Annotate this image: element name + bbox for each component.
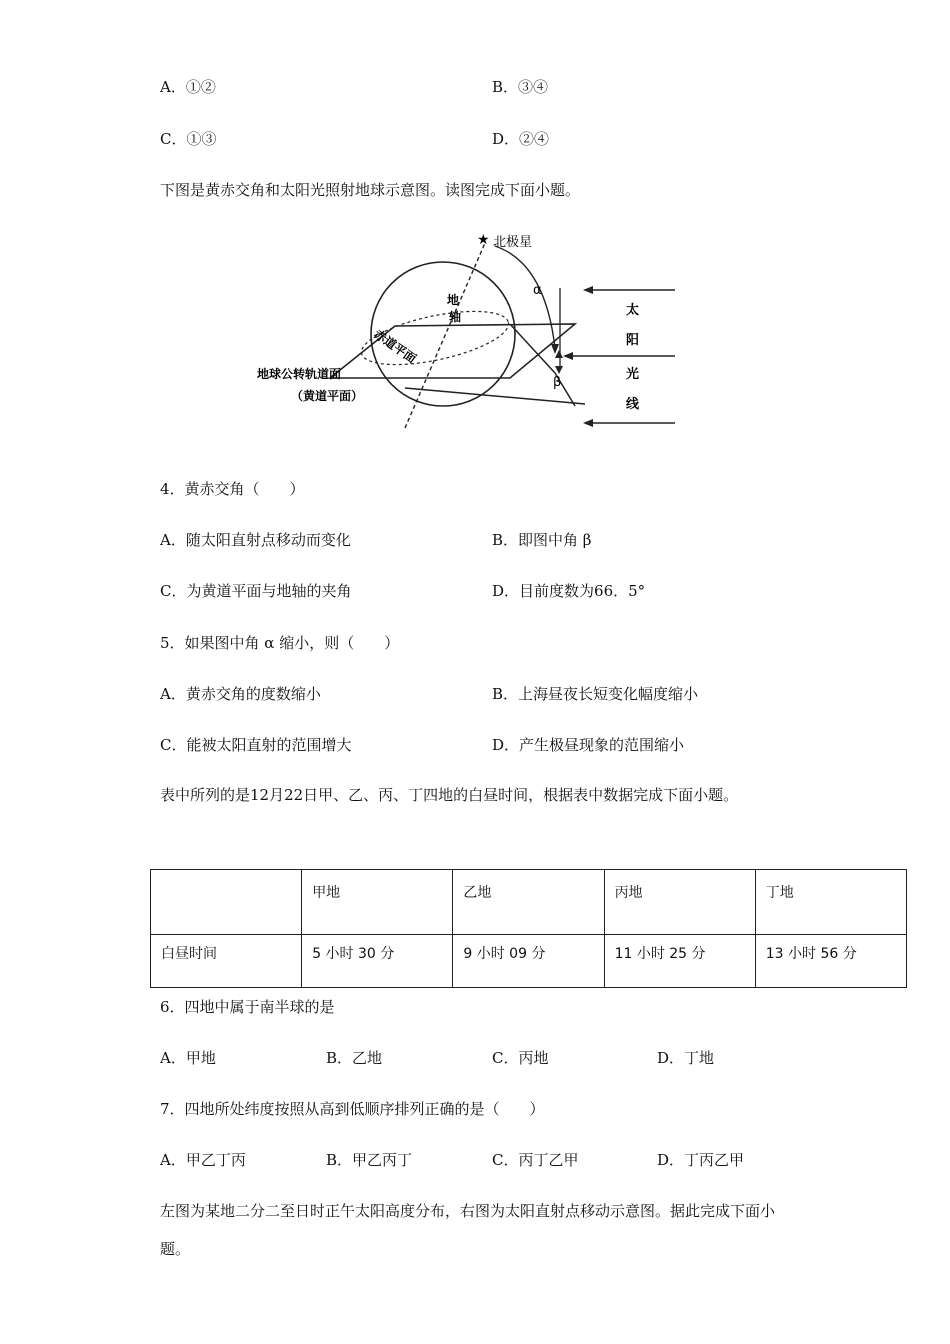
table-header-ding: 丁地 <box>755 870 906 935</box>
q4-option-d[interactable]: D．目前度数为66．5° <box>492 582 646 600</box>
axis-label-2: 轴 <box>449 310 462 324</box>
q6-option-b[interactable]: B．乙地 <box>326 1049 383 1067</box>
ecliptic-plane-label: （黄道平面） <box>291 389 364 403</box>
q4-stem: 4．黄赤交角（ ） <box>160 480 305 498</box>
table-header-row <box>151 870 907 935</box>
table-row-label: 白昼时间 <box>151 935 302 988</box>
table-cell-bing: 11 小时 25 分 <box>604 935 755 988</box>
intro-figure-text: 下图是黄赤交角和太阳光照射地球示意图。读图完成下面小题。 <box>160 181 581 199</box>
q4-option-b[interactable]: B．即图中角 β <box>492 531 592 549</box>
table-cell-yi: 9 小时 09 分 <box>453 935 604 988</box>
q6-option-a[interactable]: A．甲地 <box>160 1049 216 1067</box>
daylight-table <box>150 869 907 988</box>
q4-options-row-2 <box>160 580 800 604</box>
north-star-label: 北极星 <box>493 235 533 250</box>
q5-option-d[interactable]: D．产生极昼现象的范围缩小 <box>492 736 685 754</box>
table-header-jia: 甲地 <box>302 870 453 935</box>
q7-option-b[interactable]: B．甲乙丙丁 <box>326 1151 413 1169</box>
q5-option-b[interactable]: B．上海昼夜长短变化幅度缩小 <box>492 685 699 703</box>
ecliptic-plane-shape <box>330 324 575 378</box>
q6-options-row <box>160 1047 800 1071</box>
obliquity-diagram <box>255 228 685 438</box>
sunlight-char-1: 太 <box>626 303 640 318</box>
q5-stem: 5．如果图中角 α 缩小，则（ ） <box>160 634 400 652</box>
q5-option-a[interactable]: A．黄赤交角的度数缩小 <box>160 685 321 703</box>
sunlight-char-2: 阳 <box>626 333 640 348</box>
q7-option-a[interactable]: A．甲乙丁丙 <box>160 1151 246 1169</box>
intro-next-text: 左图为某地二分二至日时正午太阳高度分布，右图为太阳直射点移动示意图。据此完成下面小题。 <box>160 1202 776 1258</box>
q5-options-row-1 <box>160 683 800 707</box>
q7-options-row <box>160 1149 800 1173</box>
option-c[interactable]: C．①③ <box>160 130 217 148</box>
q6-option-c[interactable]: C．丙地 <box>492 1049 549 1067</box>
q7-option-d[interactable]: D．丁丙乙甲 <box>657 1151 745 1169</box>
q6-option-d[interactable]: D．丁地 <box>657 1049 715 1067</box>
table-header-empty <box>151 870 302 935</box>
table-header-yi: 乙地 <box>453 870 604 935</box>
q4-options-row-1 <box>160 529 800 553</box>
earth-circle <box>371 262 515 406</box>
q7-option-c[interactable]: C．丙丁乙甲 <box>492 1151 579 1169</box>
orbit-plane-label: 地球公转轨道面 <box>257 367 342 381</box>
intro-table-text: 表中所列的是12月22日甲、乙、丙、丁四地的白昼时间，根据表中数据完成下面小题。 <box>160 786 739 804</box>
q7-stem: 7．四地所处纬度按照从高到低顺序排列正确的是（ ） <box>160 1100 545 1118</box>
q5-options-row-2 <box>160 734 800 758</box>
table-row <box>151 935 907 988</box>
q6-stem: 6．四地中属于南半球的是 <box>160 998 335 1016</box>
sunlight-char-3: 光 <box>626 367 640 382</box>
equator-plane-label: 赤道平面 <box>371 326 419 366</box>
option-d[interactable]: D．②④ <box>492 130 550 148</box>
table-cell-jia: 5 小时 30 分 <box>302 935 453 988</box>
q4-option-a[interactable]: A．随太阳直射点移动而变化 <box>160 531 351 549</box>
q5-option-c[interactable]: C．能被太阳直射的范围增大 <box>160 736 352 754</box>
sunlight-char-4: 线 <box>626 397 640 412</box>
table-header-bing: 丙地 <box>604 870 755 935</box>
beta-label: β <box>553 375 562 390</box>
equator-plane-line <box>510 324 555 373</box>
axis-label-1: 地 <box>447 293 460 307</box>
prev-options-row-2 <box>160 128 800 152</box>
alpha-label: α <box>533 283 542 298</box>
prev-options-row-1 <box>160 76 800 100</box>
north-star-icon: ★ <box>477 232 490 248</box>
q4-option-c[interactable]: C．为黄道平面与地轴的夹角 <box>160 582 352 600</box>
option-a[interactable]: A．①② <box>160 78 216 96</box>
option-b[interactable]: B．③④ <box>492 78 549 96</box>
table-cell-ding: 13 小时 56 分 <box>755 935 906 988</box>
